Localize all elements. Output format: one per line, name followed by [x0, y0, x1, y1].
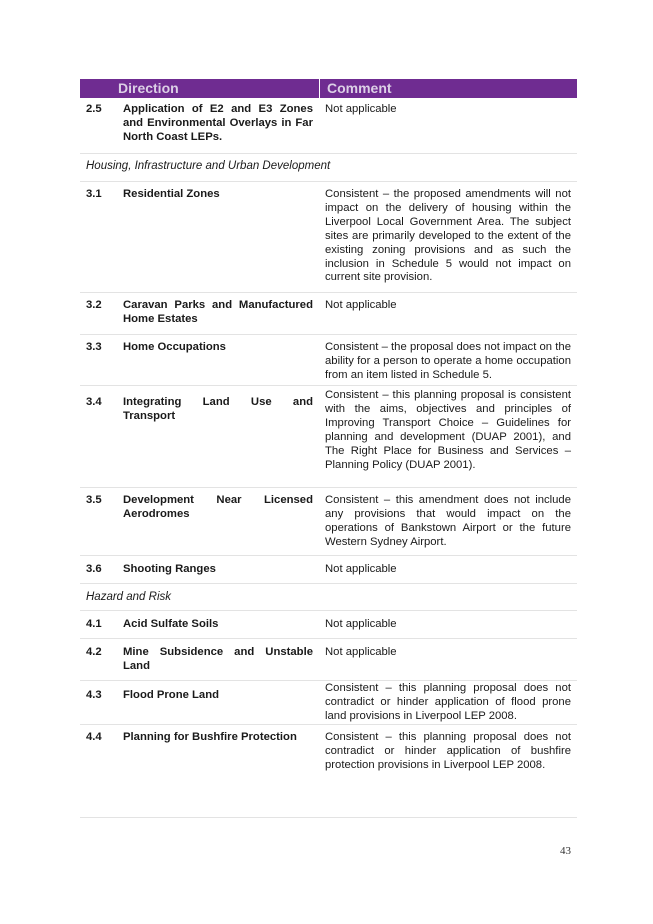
section-heading: Hazard and Risk — [80, 584, 577, 611]
row-number: 2.5 — [86, 103, 102, 115]
table-row — [80, 556, 577, 584]
row-number: 3.4 — [86, 396, 102, 408]
row-comment: Not applicable — [325, 563, 397, 575]
section-heading: Housing, Infrastructure and Urban Development — [80, 154, 577, 182]
row-direction: Acid Sulfate Soils — [123, 618, 219, 630]
table-row — [80, 639, 577, 681]
row-direction: Caravan Parks and Manufactured Home Estates — [123, 299, 313, 325]
row-direction: Development Near Licensed Aerodromes — [123, 494, 313, 520]
header-comment: Comment — [319, 79, 577, 98]
table-row — [80, 98, 577, 154]
row-number: 3.6 — [86, 563, 102, 575]
footer-divider — [80, 817, 577, 818]
row-comment: Not applicable — [325, 103, 397, 115]
row-direction: Mine Subsidence and Unstable Land — [123, 646, 313, 672]
row-direction: Home Occupations — [123, 341, 226, 353]
row-number: 4.3 — [86, 689, 102, 701]
table-row — [80, 611, 577, 639]
table-row — [80, 293, 577, 335]
row-direction: Flood Prone Land — [123, 689, 220, 701]
row-direction: Application of E2 and E3 Zones and Environmental Overlays in Far North Coast LEPs. — [123, 103, 313, 143]
row-number: 4.2 — [86, 646, 102, 658]
row-direction: Planning for Bushfire Protection — [123, 731, 297, 743]
row-comment: Consistent – the proposal does not impact on the ability for a person to operate a home occupation from an item listed in Schedule 5. — [325, 341, 571, 381]
row-comment: Consistent – the proposed amendments will not impact on the delivery of housing within the Liverpool Local Government Area. The subject sites are primarily developed to the extent of the existing zoning provisions and as such the inclusion in Schedule 5 would not impact on current site provision. — [325, 188, 571, 284]
table-header — [80, 79, 577, 98]
header-direction: Direction — [118, 80, 179, 96]
row-number: 4.1 — [86, 618, 102, 630]
directions-table — [80, 79, 577, 775]
row-direction: Shooting Ranges — [123, 563, 216, 575]
row-comment: Not applicable — [325, 299, 397, 311]
table-row — [80, 681, 577, 725]
row-number: 3.1 — [86, 188, 102, 200]
table-row — [80, 182, 577, 293]
row-comment: Consistent – this amendment does not include any provisions that would impact on the operations of Bankstown Airport or the future Western Sydney Airport. — [325, 494, 571, 548]
row-comment: Consistent – this planning proposal is consistent with the aims, objectives and principles of Improving Transport Choice – Guidelines for planning and development (DUAP 2001), and The Right Place for Business and Services – Planning Policy (DUAP 2001). — [325, 389, 571, 471]
row-direction: Residential Zones — [123, 188, 220, 200]
table-row — [80, 725, 577, 775]
row-comment: Not applicable — [325, 618, 397, 630]
row-number: 3.3 — [86, 341, 102, 353]
table-row — [80, 386, 577, 488]
row-direction: Integrating Land Use and Transport — [123, 396, 313, 422]
row-number: 3.5 — [86, 494, 102, 506]
page-number: 43 — [560, 845, 571, 857]
table-row — [80, 335, 577, 386]
table-row — [80, 488, 577, 556]
row-comment: Consistent – this planning proposal does not contradict or hinder application of flood prone land provisions in Liverpool LEP 2008. — [325, 682, 571, 722]
row-number: 4.4 — [86, 731, 102, 743]
row-comment: Not applicable — [325, 646, 397, 658]
row-number: 3.2 — [86, 299, 102, 311]
row-comment: Consistent – this planning proposal does not contradict or hinder application of bushfire protection provisions in Liverpool LEP 2008. — [325, 731, 571, 771]
